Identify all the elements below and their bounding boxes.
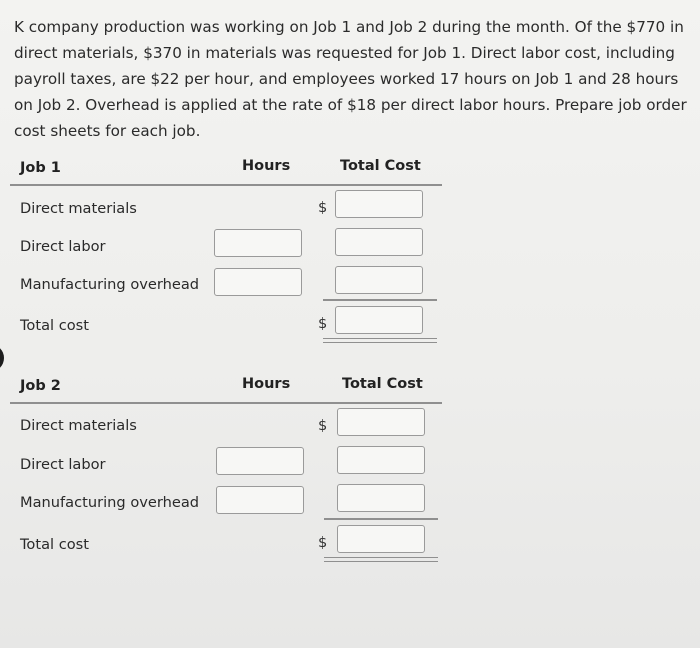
job2-total-cost-label: Total cost xyxy=(20,536,89,553)
job2-direct-materials-label: Direct materials xyxy=(20,417,137,434)
problem-statement: K company production was working on Job 1 and Job 2 during the month. Of the $770 in direct materials, $370 in materials was requested for Job 1. Direct labor cost, including payroll taxes, are $22 per hour, and employees worked 17 hours on Job 1 and 28 hours on Job 2. Overhead is applied at the rate of $18 per direct labor hours. Prepare job order cost sheets for each job. xyxy=(14,18,687,140)
job2-title: Job 2 xyxy=(20,378,61,394)
job1-total-cost-input[interactable] xyxy=(335,306,423,334)
job2-total-dollar-sign: $ xyxy=(318,534,328,551)
job1-total-dollar-sign: $ xyxy=(318,315,328,332)
job1-overhead-hours-input[interactable] xyxy=(214,268,302,296)
job1-header-rule xyxy=(10,184,442,186)
job1-direct-labor-cost-input[interactable] xyxy=(335,228,423,256)
job1-total-cost-header: Total Cost xyxy=(340,158,421,174)
job2-dm-dollar-sign: $ xyxy=(318,417,328,434)
job1-manufacturing-overhead-label: Manufacturing overhead xyxy=(20,276,200,293)
job2-direct-labor-label: Direct labor xyxy=(20,456,106,473)
job2-direct-materials-cost-input[interactable] xyxy=(337,408,425,436)
job2-overhead-hours-input[interactable] xyxy=(216,486,304,514)
job1-total-double-rule xyxy=(323,338,437,343)
job1-subtotal-rule xyxy=(323,299,437,301)
job2-total-double-rule xyxy=(324,557,438,562)
job2-direct-labor-hours-input[interactable] xyxy=(216,447,304,475)
job2-hours-header: Hours xyxy=(242,376,291,392)
job2-total-cost-header: Total Cost xyxy=(342,376,423,392)
job2-direct-labor-cost-input[interactable] xyxy=(337,446,425,474)
page-edge-marker xyxy=(0,344,4,372)
job1-hours-header: Hours xyxy=(242,158,291,174)
job2-header-rule xyxy=(10,402,442,404)
job2-subtotal-rule xyxy=(324,518,438,520)
job1-overhead-cost-input[interactable] xyxy=(335,266,423,294)
job1-dm-dollar-sign: $ xyxy=(318,199,328,216)
job2-total-cost-input[interactable] xyxy=(337,525,425,553)
job1-direct-materials-cost-input[interactable] xyxy=(335,190,423,218)
job1-direct-materials-label: Direct materials xyxy=(20,200,137,217)
job2-overhead-cost-input[interactable] xyxy=(337,484,425,512)
job1-total-cost-label: Total cost xyxy=(20,317,89,334)
job2-manufacturing-overhead-label: Manufacturing overhead xyxy=(20,494,200,511)
job1-direct-labor-label: Direct labor xyxy=(20,238,106,255)
job1-title: Job 1 xyxy=(20,160,61,176)
job1-direct-labor-hours-input[interactable] xyxy=(214,229,302,257)
